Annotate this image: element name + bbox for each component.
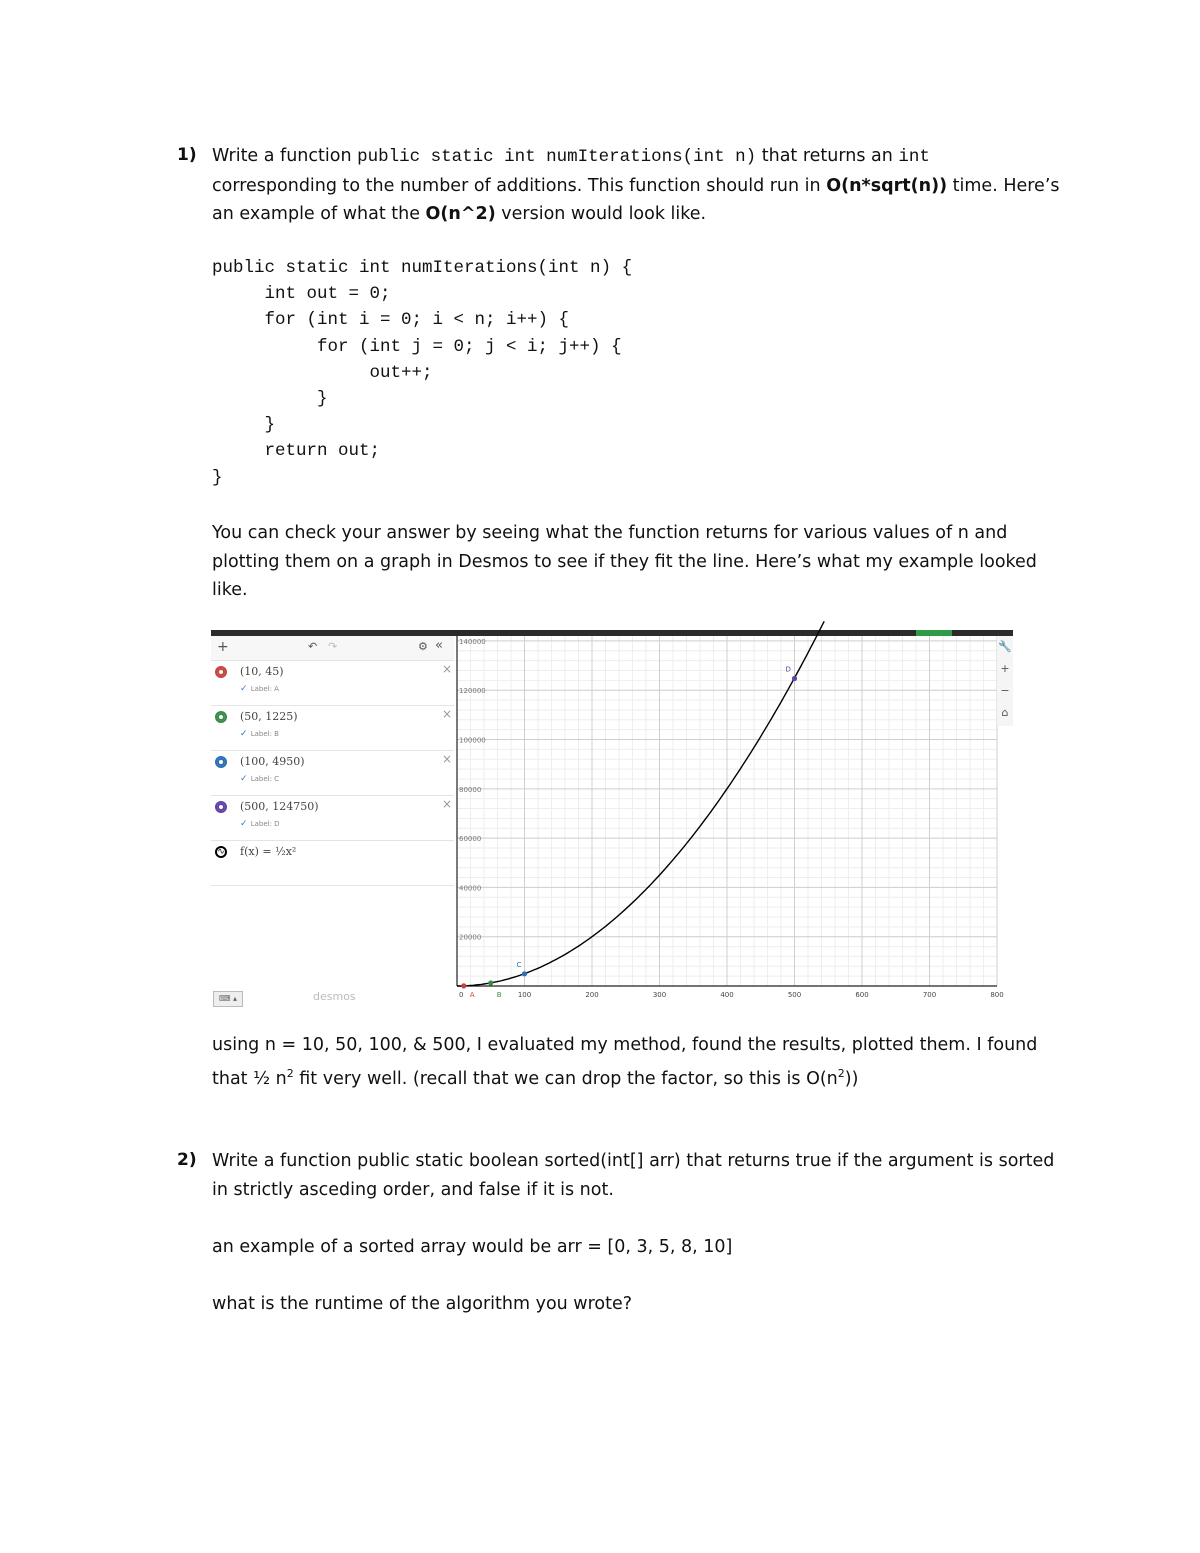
y-tick-label: 80000 [459, 785, 482, 794]
q1-result-b: fit very well. (recall that we can drop the factor, so this is O(n [293, 1068, 838, 1089]
gear-icon[interactable]: ⚙ [418, 640, 428, 653]
redo-icon[interactable]: ↷ [328, 640, 338, 653]
q1-result-sup-2: 2 [837, 1066, 845, 1080]
desmos-expression-panel [211, 636, 455, 1004]
q1-line2-end: time. Here’s [947, 175, 1060, 196]
point-color-icon[interactable] [215, 666, 227, 678]
desmos-watermark: desmos [313, 990, 356, 1003]
expression-label: Label: C [250, 775, 280, 783]
delete-icon[interactable]: × [441, 707, 452, 721]
x-tick-label: 700 [922, 991, 937, 999]
expression-row[interactable] [211, 795, 454, 841]
graph-tool-icon[interactable]: − [1000, 684, 1010, 697]
desmos-panel-toolbar [211, 636, 454, 661]
q1-line3-a: an example of what the [212, 204, 426, 224]
delete-icon[interactable]: × [441, 797, 452, 811]
label-checkbox-icon[interactable]: ✓ [240, 774, 251, 784]
x-tick-label: 300 [652, 991, 667, 999]
expression-label-row [240, 774, 279, 784]
graph-tool-icon[interactable]: 🔧 [998, 640, 1012, 653]
delete-icon[interactable]: × [441, 662, 452, 676]
data-point[interactable] [461, 983, 466, 988]
x-tick-label: 400 [720, 991, 734, 999]
point-color-icon[interactable] [215, 756, 227, 768]
desmos-screenshot [211, 630, 1013, 1004]
x-tick-label: 500 [787, 991, 802, 999]
q1-line2: corresponding to the number of additions. This function should run in [212, 175, 827, 196]
point-color-icon[interactable] [215, 711, 227, 723]
q1-bound-n2: O(n^2) [425, 204, 496, 224]
q1-intro-b: that returns an [756, 146, 899, 166]
expression-label: Label: B [250, 730, 279, 738]
q1-code-block: public static int numIterations(int n) { int out = 0; for (int i = 0; i < n; i++) { for (int j = 0; j < i; j++) { out++; } } return out; } [212, 258, 633, 488]
expression-text[interactable]: f(x) = ½x² [240, 845, 297, 858]
y-tick-label: 100000 [459, 736, 486, 745]
y-tick-label: 140000 [459, 637, 486, 646]
question-2-number: 2) [177, 1150, 197, 1170]
expression-label-row [240, 729, 279, 739]
expression-row[interactable] [211, 705, 454, 751]
y-tick-label: 40000 [459, 884, 482, 893]
expression-text[interactable]: (500, 124750) [240, 800, 319, 813]
question-1-number: 1) [177, 145, 197, 165]
q1-intro-a: Write a function [212, 146, 358, 166]
y-tick-label: 60000 [459, 835, 482, 844]
expression-row[interactable] [211, 840, 454, 886]
y-tick-label: 120000 [459, 687, 486, 696]
x-tick-label: 100 [517, 991, 532, 999]
desmos-graph-tools [997, 636, 1013, 726]
expression-label-row [240, 684, 279, 694]
expression-row[interactable] [211, 750, 454, 796]
expression-text[interactable]: (50, 1225) [240, 710, 298, 723]
graph-tool-icon[interactable]: + [1000, 662, 1010, 675]
q1-check-paragraph: You can check your answer by seeing what the function returns for various values of n and plotting them on a graph in Desmos to see if they fit the line. Here’s what my example looked like. [212, 523, 1037, 600]
point-label: C [516, 960, 522, 969]
point-color-icon[interactable] [215, 801, 227, 813]
x-tick-label: 800 [990, 991, 1004, 999]
delete-icon[interactable]: × [441, 752, 452, 766]
expression-label: Label: D [250, 820, 280, 828]
keyboard-button[interactable]: ⌨ ▴ [213, 991, 243, 1007]
x-tick-label: 0 [459, 991, 464, 999]
y-tick-label: 20000 [459, 933, 482, 942]
q1-signature: public static int numIterations(int n) [357, 147, 757, 167]
add-icon[interactable]: + [217, 639, 229, 655]
q1-result-paragraph [212, 1031, 1072, 1093]
q2-runtime-question: what is the runtime of the algorithm you wrote? [212, 1294, 633, 1314]
label-checkbox-icon[interactable]: ✓ [240, 729, 251, 739]
x-tick-label: 600 [855, 991, 869, 999]
expression-text[interactable]: (100, 4950) [240, 755, 305, 768]
q1-bound-nsqrtn: O(n*sqrt(n)) [826, 175, 948, 196]
graph-tool-icon[interactable]: ⌂ [1001, 706, 1009, 719]
point-label: A [469, 991, 475, 999]
q1-result-a: using n = 10, 50, 100, & 500, I evaluated my method, found the results, plotted them. I found that ½ n [212, 1035, 1038, 1089]
data-point[interactable] [488, 980, 493, 985]
label-checkbox-icon[interactable]: ✓ [240, 819, 251, 829]
expression-text[interactable]: (10, 45) [240, 665, 284, 678]
q1-int-keyword: int [898, 147, 930, 167]
undo-icon[interactable]: ↶ [308, 640, 318, 653]
x-tick-label: 200 [585, 991, 599, 999]
question-2-text: Write a function public static boolean sorted(int[] arr) that returns true if the argument is sorted in strictly asceding order, and false if it is not. [212, 1151, 1055, 1200]
question-1-text [212, 142, 1072, 229]
expression-row[interactable] [211, 660, 454, 706]
collapse-icon[interactable]: « [435, 638, 443, 653]
expression-label-row [240, 819, 280, 829]
label-checkbox-icon[interactable]: ✓ [240, 684, 251, 694]
q1-result-sup-1: 2 [286, 1066, 294, 1080]
q1-line3-b: version would look like. [495, 204, 707, 224]
data-point[interactable] [522, 971, 527, 976]
point-label: D [785, 665, 791, 674]
desmos-graph-canvas[interactable] [454, 636, 1004, 1004]
expression-label: Label: A [250, 685, 279, 693]
point-label: B [496, 991, 502, 999]
q1-result-c: )) [844, 1068, 859, 1089]
curve-style-icon[interactable]: ∿ [215, 846, 227, 858]
q2-example: an example of a sorted array would be arr = [0, 3, 5, 8, 10] [212, 1237, 733, 1257]
data-point[interactable] [792, 676, 797, 681]
